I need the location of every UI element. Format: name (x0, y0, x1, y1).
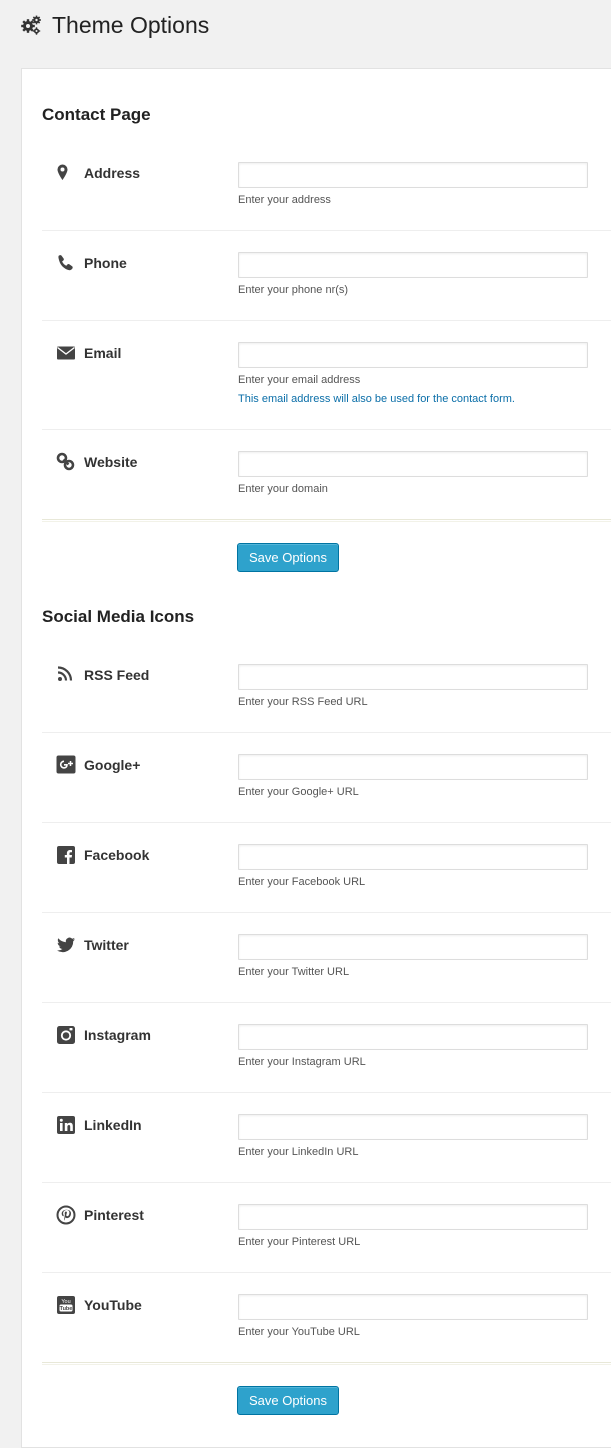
phone-input[interactable] (238, 252, 588, 278)
rss-label: RSS Feed (84, 667, 150, 683)
twitter-row (42, 934, 611, 1003)
pinterest-input[interactable] (238, 1204, 588, 1230)
googleplus-description: Enter your Google+ URL (238, 786, 359, 798)
youtube-description: Enter your YouTube URL (238, 1326, 360, 1338)
phone-label-wrap (56, 252, 127, 274)
youtube-icon (56, 1295, 76, 1315)
email-label: Email (84, 345, 122, 361)
rss-row (42, 664, 611, 733)
youtube-label-wrap (56, 1294, 142, 1316)
pinterest-icon (56, 1205, 76, 1225)
rss-label-wrap (56, 664, 149, 686)
pinterest-label: Pinterest (84, 1207, 144, 1223)
phone-label: Phone (84, 255, 127, 271)
facebook-description: Enter your Facebook URL (238, 876, 366, 888)
instagram-description: Enter your Instagram URL (238, 1056, 366, 1068)
youtube-input[interactable] (238, 1294, 588, 1320)
save-options-button[interactable]: Save Options (237, 543, 339, 572)
linkedin-label: LinkedIn (84, 1117, 142, 1133)
address-input[interactable] (238, 162, 588, 188)
save-options-button-bottom[interactable]: Save Options (237, 1386, 339, 1415)
email-note: This email address will also be used for the contact form. (238, 393, 515, 405)
envelope-icon (56, 343, 76, 363)
address-row (42, 162, 611, 231)
rss-icon (56, 665, 76, 685)
googleplus-label-wrap (56, 754, 140, 776)
pinterest-row (42, 1204, 611, 1273)
email-label-wrap (56, 342, 121, 364)
website-label: Website (84, 454, 138, 470)
phone-icon (56, 253, 76, 273)
googleplus-label: Google+ (84, 757, 141, 773)
section-divider (42, 519, 611, 522)
website-input[interactable] (238, 451, 588, 477)
address-description: Enter your address (238, 194, 331, 206)
twitter-label: Twitter (84, 937, 129, 953)
youtube-row (42, 1294, 611, 1354)
twitter-icon (56, 935, 76, 955)
rss-description: Enter your RSS Feed URL (238, 696, 368, 708)
address-label: Address (84, 165, 141, 181)
facebook-label-wrap (56, 844, 149, 866)
page-title: Theme Options (52, 11, 210, 38)
gears-icon (20, 14, 42, 36)
contact-section-title: Contact Page (42, 105, 151, 124)
website-label-wrap (56, 451, 137, 473)
map-marker-icon (56, 163, 76, 183)
page-header (20, 8, 209, 42)
youtube-icon-tube: Tube (59, 1306, 73, 1313)
phone-description: Enter your phone nr(s) (238, 284, 349, 296)
rss-input[interactable] (238, 664, 588, 690)
website-row (42, 451, 611, 511)
phone-row (42, 252, 611, 321)
twitter-input[interactable] (238, 934, 588, 960)
facebook-row (42, 844, 611, 913)
twitter-label-wrap (56, 934, 129, 956)
options-panel (21, 68, 611, 1448)
google-plus-icon (56, 755, 76, 775)
email-input[interactable] (238, 342, 588, 368)
address-label-wrap (56, 162, 140, 184)
instagram-label: Instagram (84, 1027, 151, 1043)
instagram-label-wrap (56, 1024, 151, 1046)
facebook-icon (56, 845, 76, 865)
link-icon (56, 452, 76, 472)
email-row (42, 342, 611, 430)
social-section-title: Social Media Icons (42, 607, 195, 626)
googleplus-input[interactable] (238, 754, 588, 780)
website-description: Enter your domain (238, 483, 328, 495)
section-divider-bottom (42, 1362, 611, 1365)
linkedin-input[interactable] (238, 1114, 588, 1140)
pinterest-description: Enter your Pinterest URL (238, 1236, 361, 1248)
youtube-label: YouTube (84, 1297, 142, 1313)
linkedin-icon (56, 1115, 76, 1135)
linkedin-description: Enter your LinkedIn URL (238, 1146, 359, 1158)
twitter-description: Enter your Twitter URL (238, 966, 350, 978)
youtube-icon-you: You (61, 1299, 71, 1305)
facebook-label: Facebook (84, 847, 150, 863)
email-description: Enter your email address (238, 374, 361, 386)
instagram-input[interactable] (238, 1024, 588, 1050)
pinterest-label-wrap (56, 1204, 144, 1226)
linkedin-label-wrap (56, 1114, 142, 1136)
instagram-icon (56, 1025, 76, 1045)
facebook-input[interactable] (238, 844, 588, 870)
linkedin-row (42, 1114, 611, 1183)
instagram-row (42, 1024, 611, 1093)
googleplus-row (42, 754, 611, 823)
